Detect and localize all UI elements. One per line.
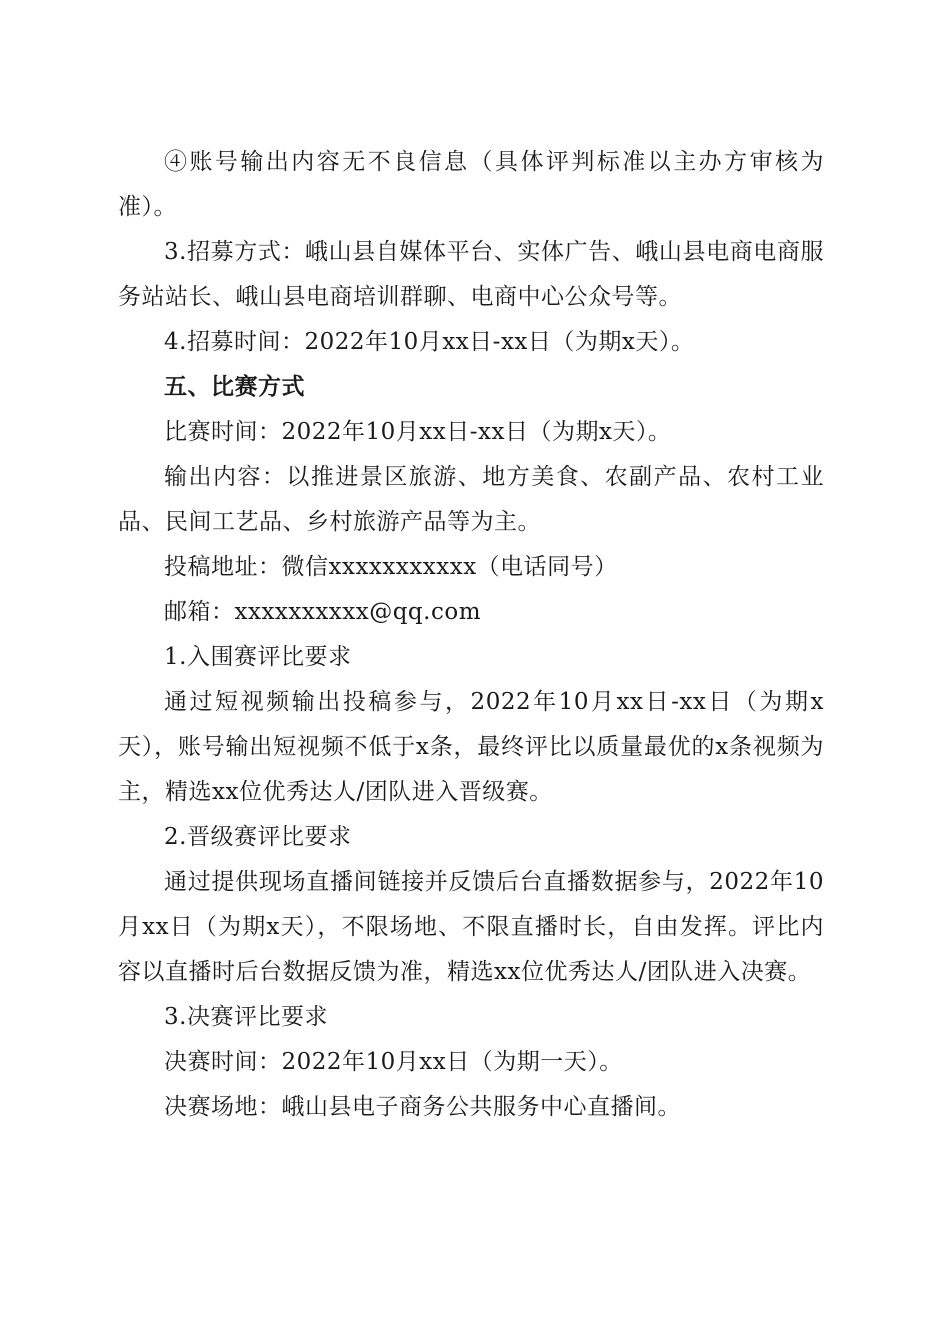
subheading-qualifier-requirements: 1.入围赛评比要求 (164, 644, 352, 670)
paragraph-qualifier-details: 通过短视频输出投稿参与，2022年10月xx日-xx日（为期x天），账号输出短视频不低于x条，最终评比以质量最优的x条视频为主，精选xx位优秀达人/团队进入晋级赛。 (118, 689, 824, 805)
paragraph-account-content-rule: ④账号输出内容无不良信息（具体评判标准以主办方审核为准）。 (118, 149, 824, 220)
paragraph-final-venue: 决赛场地：峨山县电子商务公共服务中心直播间。 (164, 1094, 681, 1120)
paragraph-competition-time: 比赛时间：2022年10月xx日-xx日（为期x天）。 (164, 419, 672, 445)
paragraph-email: 邮箱：xxxxxxxxxx@qq.com (164, 599, 482, 625)
subheading-final-requirements: 3.决赛评比要求 (164, 1004, 328, 1030)
paragraph-submission-address: 投稿地址：微信xxxxxxxxxxx（电话同号） (164, 554, 618, 580)
paragraph-final-time: 决赛时间：2022年10月xx日（为期一天）。 (164, 1049, 623, 1075)
paragraph-recruit-time: 4.招募时间：2022年10月xx日-xx日（为期x天）。 (164, 329, 695, 355)
paragraph-output-content: 输出内容：以推进景区旅游、地方美食、农副产品、农村工业品、民间工艺品、乡村旅游产品等为主。 (118, 464, 824, 535)
paragraph-recruit-method: 3.招募方式：峨山县自媒体平台、实体广告、峨山县电商电商服务站站长、峨山县电商培训群聊、电商中心公众号等。 (118, 239, 824, 310)
document-body (118, 140, 824, 1130)
paragraph-advancement-details: 通过提供现场直播间链接并反馈后台直播数据参与，2022年10月xx日（为期x天），不限场地、不限直播时长，自由发挥。评比内容以直播时后台数据反馈为准，精选xx位优秀达人/团队进入决赛。 (118, 869, 824, 985)
subheading-advancement-requirements: 2.晋级赛评比要求 (164, 824, 352, 850)
section-heading-competition-format: 五、比赛方式 (164, 374, 305, 400)
